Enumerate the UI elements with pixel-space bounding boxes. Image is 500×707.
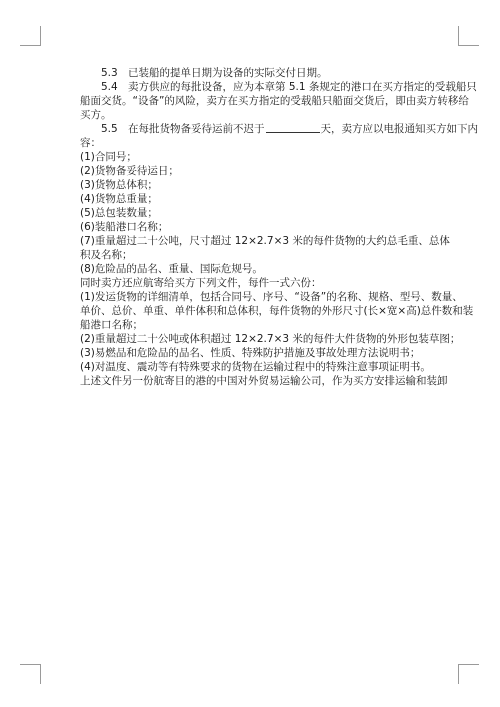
notify-item-5: (5)总包装数量； xyxy=(80,207,158,219)
clause-text: 已装船的提单日期为设备的实际交付日期。 xyxy=(128,67,328,79)
notify-item-6: (6)装船港口名称； xyxy=(80,221,169,233)
crop-mark-top-right-h xyxy=(459,45,479,46)
crop-mark-bottom-left-v xyxy=(40,664,41,684)
mail-item-4: (4)对温度、震动等有特殊要求的货物在运输过程中的特殊注意事项证明书。 xyxy=(80,361,431,373)
clause-text-before-blank: 在每批货物备妥待运前不迟于 xyxy=(128,123,265,135)
clause-text: 卖方供应的每批设备，应为本章第 5.1 条规定的港口在买方指定的受载船只 xyxy=(128,81,477,93)
notify-item-7-line-2: 积及名称； xyxy=(80,249,133,261)
document-body xyxy=(80,66,478,388)
notify-item-7-line-1: (7)重量超过二十公吨，尺寸超过 12×2.7×3 米的每件货物的大约总毛重、总体 xyxy=(80,235,450,247)
crop-mark-top-right-v xyxy=(458,26,459,46)
mail-item-1-line-3: 船港口名称； xyxy=(80,319,143,331)
crop-mark-bottom-right-h xyxy=(459,664,479,665)
notify-item-3: (3)货物总体积； xyxy=(80,179,158,191)
mail-item-1-line-1: (1)发运货物的详细清单，包括合同号、序号、“设备”的名称、规格、型号、数量、 xyxy=(80,291,463,303)
crop-mark-bottom-right-v xyxy=(458,664,459,684)
clause-5-4-line-3: 买方。 xyxy=(80,109,112,121)
crop-mark-top-left-h xyxy=(20,45,40,46)
clause-number: 5.5 xyxy=(101,123,118,135)
clause-number: 5.4 xyxy=(101,81,118,93)
mail-intro: 同时卖方还应航寄给买方下列文件，每件一式六份： xyxy=(80,277,322,289)
clause-5-5-line-1 xyxy=(80,122,478,136)
mail-item-3: (3)易燃品和危险品的品名、性质、特殊防护措施及事故处理方法说明书； xyxy=(80,347,421,359)
fill-in-blank xyxy=(266,122,320,133)
notify-item-1: (1)合同号； xyxy=(80,151,137,163)
clause-5-5-line-2: 容： xyxy=(80,137,101,149)
mail-item-2: (2)重量超过二十公吨或体积超过 12×2.7×3 米的每件大件货物的外形包装草图； xyxy=(80,333,461,345)
closing-paragraph: 上述文件另一份航寄目的港的中国对外贸易运输公司，作为买方安排运输和装卸 xyxy=(80,375,448,387)
mail-item-1-line-2: 单价、总价、单重、单件体积和总体积，每件货物的外形尺寸(长×宽×高)总件数和装 xyxy=(80,305,474,317)
notify-item-4: (4)货物总重量； xyxy=(80,193,158,205)
notify-item-8: (8)危险品的品名、重量、国际危规号。 xyxy=(80,263,263,275)
clause-5-4-line-2: 船面交货。“设备”的风险，卖方在买方指定的受载船只船面交货后，即由卖方转移给 xyxy=(80,95,469,107)
clause-5-4-line-1 xyxy=(80,80,477,94)
clause-5-3 xyxy=(80,66,452,80)
clause-number: 5.3 xyxy=(101,67,118,79)
clause-text-after-blank: 天，卖方应以电报通知买方如下内 xyxy=(320,123,478,135)
crop-mark-bottom-left-h xyxy=(20,664,40,665)
crop-mark-top-left-v xyxy=(40,26,41,46)
notify-item-2: (2)货物备妥待运日； xyxy=(80,165,179,177)
